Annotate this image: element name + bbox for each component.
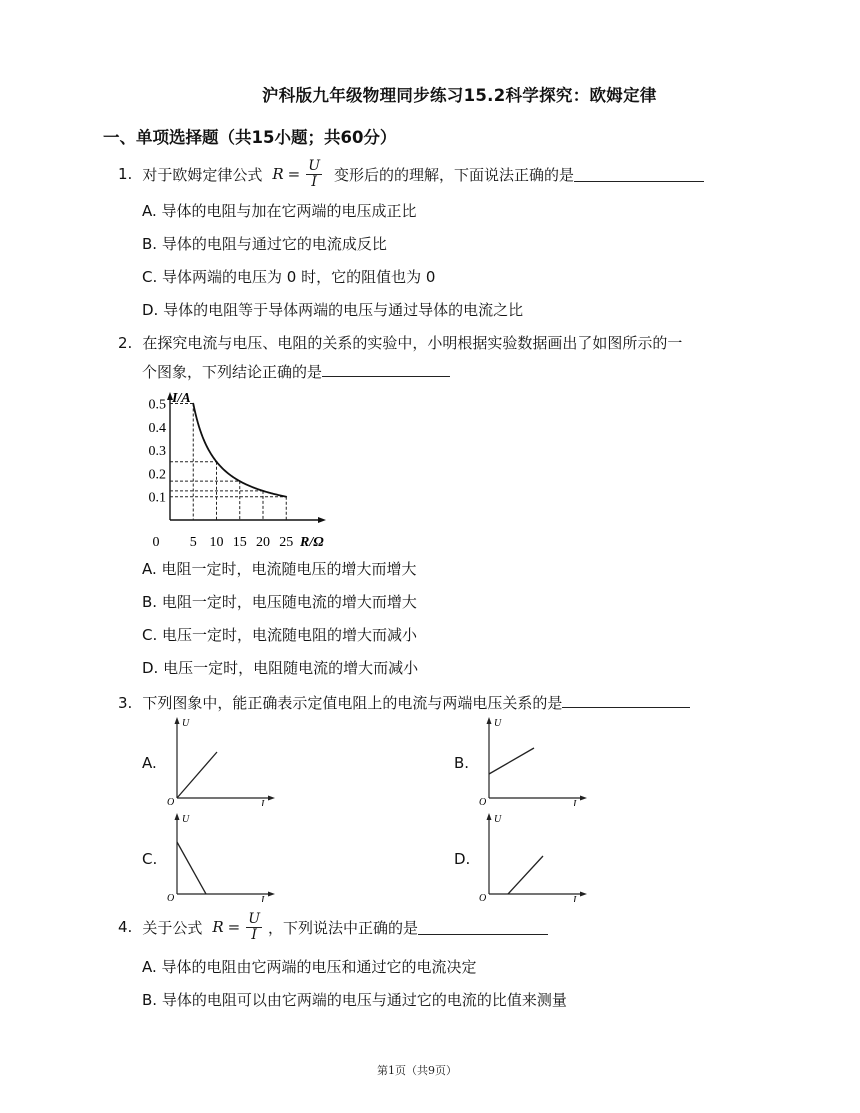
formula-fraction	[246, 912, 262, 943]
q3-a-line	[177, 752, 217, 798]
x-tick-label: 5	[189, 535, 197, 550]
question-4-stem-after: ，下列说法中正确的是	[268, 918, 419, 937]
q3-d-axis-u: U	[494, 814, 502, 825]
data-point	[285, 496, 287, 498]
q3-option-d-label[interactable]: D.	[454, 850, 471, 868]
q3-graph-c[interactable]	[165, 810, 280, 902]
q2-option-d[interactable]: D. 电压一定时，电阻随电流的增大而减小	[142, 659, 419, 677]
question-4-number: 4.	[118, 918, 133, 936]
q2-option-c[interactable]: C. 电压一定时，电流随电阻的增大而减小	[142, 626, 418, 644]
question-2-stem-line1: 在探究电流与电压、电阻的关系的实验中，小明根据实验数据画出了如图所示的一	[142, 334, 683, 352]
q3-a-axis-i: I	[261, 799, 265, 806]
page-title: 沪科版九年级物理同步练习15.2科学探究：欧姆定律	[262, 86, 657, 105]
y-tick-label: 0.2	[148, 467, 166, 483]
q3-graph-d[interactable]	[477, 810, 592, 902]
question-4	[118, 908, 548, 946]
q3-d-origin: O	[479, 893, 487, 902]
formula-lhs: R	[212, 918, 224, 936]
q3-graph-b[interactable]	[477, 714, 592, 806]
q3-option-a-label[interactable]: A.	[142, 754, 157, 772]
q4-option-b[interactable]: B. 导体的电阻可以由它两端的电压与通过它的电流的比值来测量	[142, 991, 567, 1009]
data-point	[192, 403, 194, 405]
q3-b-line	[489, 748, 534, 774]
answer-blank-1[interactable]	[574, 167, 704, 182]
q1-option-c[interactable]: C. 导体两端的电压为 0 时，它的阻值也为 0	[142, 268, 436, 286]
answer-blank-2[interactable]	[322, 362, 450, 377]
question-2-number: 2.	[118, 334, 133, 352]
x-tick-label: 20	[256, 535, 270, 550]
formula-eq: =	[227, 918, 241, 936]
q3-a-axis-u: U	[182, 718, 190, 729]
data-point	[262, 490, 264, 492]
y-axis-label: I/A	[172, 391, 191, 406]
page-footer: 第1页（共9页）	[377, 1064, 457, 1077]
question-3	[118, 692, 690, 713]
q3-c-axis-i: I	[261, 895, 265, 902]
x-axis-label: R/Ω	[300, 535, 324, 550]
data-point	[239, 480, 241, 482]
q2-option-b[interactable]: B. 电阻一定时，电压随电流的增大而增大	[142, 593, 417, 611]
q4-option-a[interactable]: A. 导体的电阻由它两端的电压和通过它的电流决定	[142, 958, 477, 976]
answer-blank-4[interactable]	[418, 920, 548, 935]
formula-fraction	[306, 159, 322, 190]
section-heading: 一、单项选择题（共15小题；共60分）	[103, 128, 397, 147]
q1-option-d[interactable]: D. 导体的电阻等于导体两端的电压与通过导体的电流之比	[142, 301, 524, 319]
question-3-number: 3.	[118, 694, 133, 712]
q3-c-axis-u: U	[182, 814, 190, 825]
formula-numerator: U	[248, 910, 261, 927]
y-tick-label: 0.1	[148, 490, 166, 506]
question-1	[118, 156, 704, 192]
q1-option-b[interactable]: B. 导体的电阻与通过它的电流成反比	[142, 235, 387, 253]
y-tick-label: 0.4	[148, 420, 166, 436]
x-axis-arrow	[318, 517, 326, 523]
q3-b-axis-u: U	[494, 718, 502, 729]
x-tick-label: 15	[232, 535, 247, 550]
question-1-formula	[272, 159, 324, 190]
q3-option-b-label[interactable]: B.	[454, 754, 470, 772]
x-tick-label: 0	[152, 535, 160, 550]
x-tick-label: 25	[279, 535, 294, 550]
formula-numerator: U	[308, 157, 321, 174]
y-tick-label: 0.3	[148, 444, 166, 460]
q1-option-a[interactable]: A. 导体的电阻与加在它两端的电压成正比	[142, 202, 417, 220]
question-1-number: 1.	[118, 165, 133, 183]
question-4-stem-before: 关于公式	[142, 918, 203, 937]
q3-d-line	[508, 856, 543, 894]
question-1-stem-before: 对于欧姆定律公式	[142, 165, 263, 184]
formula-denominator: I	[251, 926, 257, 943]
q3-c-line	[177, 842, 206, 894]
formula-denominator: I	[311, 173, 317, 190]
question-2-line-2	[142, 361, 450, 382]
x-tick-label: 10	[209, 535, 224, 550]
answer-blank-3[interactable]	[562, 693, 690, 708]
q3-b-origin: O	[479, 797, 487, 806]
q3-a-origin: O	[167, 797, 175, 806]
question-2-line-1	[118, 332, 682, 353]
formula-lhs: R	[272, 165, 284, 183]
q3-d-axis-i: I	[573, 895, 577, 902]
q3-option-c-label[interactable]: C.	[142, 850, 158, 868]
q3-b-axis-i: I	[573, 799, 577, 806]
y-tick-label: 0.5	[148, 397, 166, 413]
question-4-formula	[212, 912, 264, 943]
data-point	[216, 461, 218, 463]
question-1-stem-after: 变形后的的理解，下面说法正确的是	[334, 165, 575, 184]
q2-option-a[interactable]: A. 电阻一定时，电流随电压的增大而增大	[142, 560, 417, 578]
formula-eq: =	[287, 165, 301, 183]
q3-c-origin: O	[167, 893, 175, 902]
q2-chart	[138, 388, 338, 553]
question-3-stem: 下列图象中，能正确表示定值电阻上的电流与两端电压关系的是	[142, 694, 563, 712]
q3-graph-a[interactable]	[165, 714, 280, 806]
question-2-stem-line2: 个图象，下列结论正确的是	[142, 363, 323, 381]
